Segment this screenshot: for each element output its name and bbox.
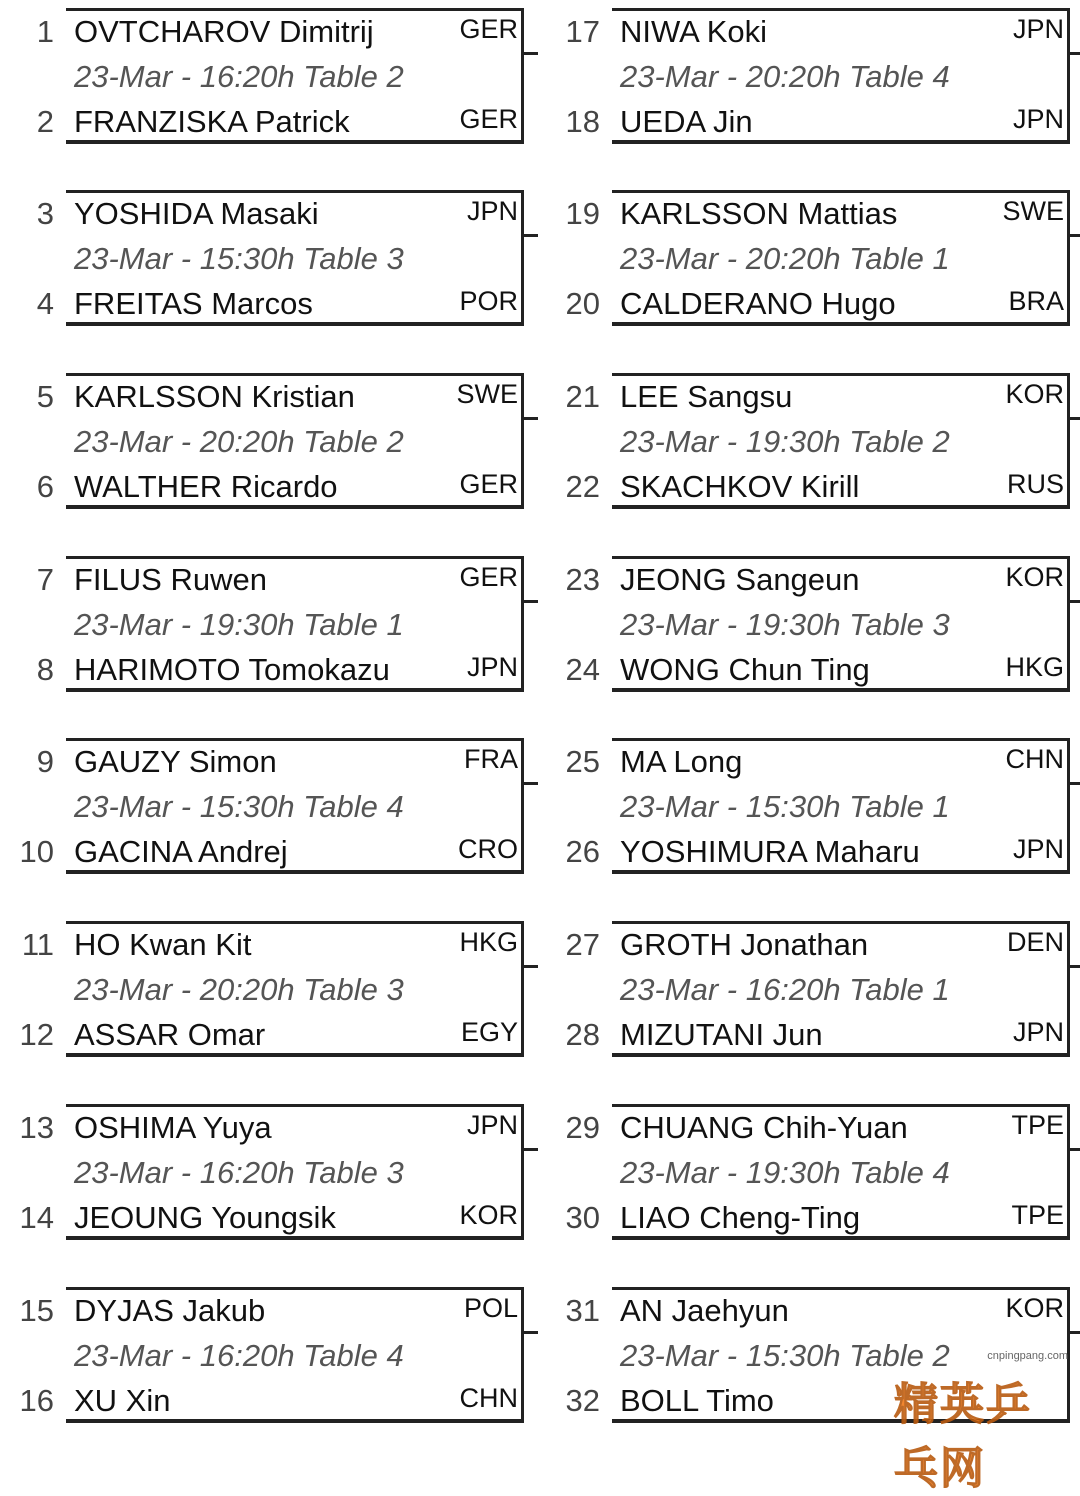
player-country: JPN <box>466 196 518 226</box>
player-name: XU Xin <box>74 1383 171 1418</box>
player-country: CHN <box>1005 744 1064 774</box>
seed-number: 25 <box>565 744 600 779</box>
match-8 <box>0 1279 540 1419</box>
match-15 <box>546 1096 1080 1236</box>
player-country: GER <box>459 14 518 44</box>
seed-number: 14 <box>19 1200 54 1235</box>
player-name: CHUANG Chih-Yuan <box>620 1110 908 1145</box>
player-country: JPN <box>1012 14 1064 44</box>
match-schedule: 23-Mar - 16:20h Table 2 <box>74 59 404 94</box>
seed-number: 7 <box>36 562 54 597</box>
player-country: KOR <box>1005 562 1064 592</box>
player-country: FRA <box>464 744 518 774</box>
player-country: SWE <box>456 379 518 409</box>
match-3 <box>0 365 540 505</box>
seed-number: 18 <box>565 104 600 139</box>
player-name: LEE Sangsu <box>620 379 793 414</box>
bracket-connector <box>524 965 538 968</box>
player-country: RUS <box>1006 469 1064 499</box>
seed-number: 32 <box>565 1383 600 1418</box>
player-country: BRA <box>1008 286 1064 316</box>
match-13 <box>546 730 1080 870</box>
match-7 <box>0 1096 540 1236</box>
match-schedule: 23-Mar - 19:30h Table 2 <box>620 424 950 459</box>
player-name: AN Jaehyun <box>620 1293 789 1328</box>
player-name: GROTH Jonathan <box>620 927 869 962</box>
player-country: KOR <box>459 1200 518 1230</box>
seed-number: 6 <box>36 469 54 504</box>
match-schedule: 23-Mar - 16:20h Table 3 <box>74 1155 404 1190</box>
bracket-connector <box>1070 52 1080 55</box>
seed-number: 4 <box>36 286 54 321</box>
player-country: JPN <box>466 652 518 682</box>
player-name: CALDERANO Hugo <box>620 286 896 321</box>
player-country: GER <box>459 562 518 592</box>
match-10 <box>546 182 1080 322</box>
seed-number: 9 <box>36 744 54 779</box>
player-country: DEN <box>1006 927 1064 957</box>
seed-number: 8 <box>36 652 54 687</box>
player-name: YOSHIDA Masaki <box>74 196 319 231</box>
player-country: EGY <box>460 1017 518 1047</box>
match-9 <box>546 0 1080 140</box>
match-schedule: 23-Mar - 15:30h Table 2 <box>620 1338 950 1373</box>
player-country: POL <box>463 1293 518 1323</box>
player-name: WONG Chun Ting <box>620 652 870 687</box>
player-name: GACINA Andrej <box>74 834 288 869</box>
player-name: DYJAS Jakub <box>74 1293 266 1328</box>
player-country: GER <box>459 104 518 134</box>
player-name: ASSAR Omar <box>74 1017 266 1052</box>
seed-number: 10 <box>19 834 54 869</box>
player-name: YOSHIMURA Maharu <box>620 834 920 869</box>
player-country: JPN <box>1012 104 1064 134</box>
player-country: TPE <box>1011 1200 1064 1230</box>
match-5 <box>0 730 540 870</box>
bracket-connector <box>524 1331 538 1334</box>
bracket-connector <box>524 234 538 237</box>
player-country: POR <box>459 286 518 316</box>
match-11 <box>546 365 1080 505</box>
match-schedule: 23-Mar - 19:30h Table 3 <box>620 607 950 642</box>
player-name: FREITAS Marcos <box>74 286 313 321</box>
seed-number: 1 <box>36 14 54 49</box>
bracket-connector <box>1070 234 1080 237</box>
match-schedule: 23-Mar - 20:20h Table 3 <box>74 972 404 1007</box>
bracket-connector <box>1070 1331 1080 1334</box>
player-name: OVTCHAROV Dimitrij <box>74 14 374 49</box>
seed-number: 21 <box>565 379 600 414</box>
watermark-logo <box>894 1350 1074 1493</box>
seed-number: 29 <box>565 1110 600 1145</box>
match-schedule: 23-Mar - 16:20h Table 1 <box>620 972 950 1007</box>
player-name: MIZUTANI Jun <box>620 1017 823 1052</box>
seed-number: 13 <box>19 1110 54 1145</box>
match-schedule: 23-Mar - 16:20h Table 4 <box>74 1338 404 1373</box>
bracket-connector <box>1070 600 1080 603</box>
player-name: KARLSSON Mattias <box>620 196 898 231</box>
player-name: OSHIMA Yuya <box>74 1110 272 1145</box>
player-country: JPN <box>466 1110 518 1140</box>
player-country: TPE <box>1011 1110 1064 1140</box>
match-4 <box>0 548 540 688</box>
match-schedule: 23-Mar - 20:20h Table 4 <box>620 59 950 94</box>
player-name: JEOUNG Youngsik <box>74 1200 336 1235</box>
match-schedule: 23-Mar - 20:20h Table 1 <box>620 241 950 276</box>
bracket-connector <box>524 782 538 785</box>
match-2 <box>0 182 540 322</box>
player-country: HKG <box>1005 652 1064 682</box>
match-6 <box>0 913 540 1053</box>
player-country: KOR <box>1005 379 1064 409</box>
player-name: SKACHKOV Kirill <box>620 469 860 504</box>
seed-number: 17 <box>565 14 600 49</box>
player-name: MA Long <box>620 744 743 779</box>
seed-number: 11 <box>21 927 54 962</box>
seed-number: 20 <box>565 286 600 321</box>
match-schedule: 23-Mar - 15:30h Table 3 <box>74 241 404 276</box>
player-name: BOLL Timo <box>620 1383 774 1418</box>
player-country: JPN <box>1012 1017 1064 1047</box>
player-name: JEONG Sangeun <box>620 562 860 597</box>
seed-number: 22 <box>565 469 600 504</box>
match-1 <box>0 0 540 140</box>
match-12 <box>546 548 1080 688</box>
match-schedule: 23-Mar - 20:20h Table 2 <box>74 424 404 459</box>
match-schedule: 23-Mar - 19:30h Table 1 <box>74 607 404 642</box>
match-schedule: 23-Mar - 19:30h Table 4 <box>620 1155 950 1190</box>
match-schedule: 23-Mar - 15:30h Table 4 <box>74 789 404 824</box>
player-country: HKG <box>459 927 518 957</box>
seed-number: 26 <box>565 834 600 869</box>
player-name: KARLSSON Kristian <box>74 379 355 414</box>
player-country: CRO <box>458 834 518 864</box>
watermark-text: 精英乒乓网 <box>894 1380 1032 1493</box>
player-name: GAUZY Simon <box>74 744 277 779</box>
player-name: HO Kwan Kit <box>74 927 252 962</box>
player-name: WALTHER Ricardo <box>74 469 338 504</box>
match-schedule: 23-Mar - 15:30h Table 1 <box>620 789 950 824</box>
bracket-connector <box>1070 417 1080 420</box>
seed-number: 28 <box>565 1017 600 1052</box>
bracket-connector <box>524 417 538 420</box>
player-country: KOR <box>1005 1293 1064 1323</box>
player-country: CHN <box>459 1383 518 1413</box>
seed-number: 27 <box>565 927 600 962</box>
seed-number: 24 <box>565 652 600 687</box>
bracket-connector <box>524 52 538 55</box>
match-14 <box>546 913 1080 1053</box>
player-country: GER <box>459 469 518 499</box>
player-country: JPN <box>1012 834 1064 864</box>
seed-number: 15 <box>19 1293 54 1328</box>
seed-number: 23 <box>565 562 600 597</box>
seed-number: 31 <box>565 1293 600 1328</box>
seed-number: 5 <box>36 379 54 414</box>
seed-number: 16 <box>19 1383 54 1418</box>
seed-number: 12 <box>19 1017 54 1052</box>
watermark-url: cnpingpang.com <box>987 1350 1068 1362</box>
bracket-connector <box>1070 1148 1080 1151</box>
player-name: UEDA Jin <box>620 104 753 139</box>
seed-number: 19 <box>565 196 600 231</box>
player-name: FRANZISKA Patrick <box>74 104 350 139</box>
bracket-connector <box>1070 782 1080 785</box>
seed-number: 2 <box>36 104 54 139</box>
seed-number: 30 <box>565 1200 600 1235</box>
bracket-connector <box>524 600 538 603</box>
player-name: NIWA Koki <box>620 14 767 49</box>
player-name: HARIMOTO Tomokazu <box>74 652 390 687</box>
seed-number: 3 <box>36 196 54 231</box>
player-name: FILUS Ruwen <box>74 562 267 597</box>
player-country: SWE <box>1002 196 1064 226</box>
player-name: LIAO Cheng-Ting <box>620 1200 861 1235</box>
bracket-connector <box>1070 965 1080 968</box>
bracket-connector <box>524 1148 538 1151</box>
